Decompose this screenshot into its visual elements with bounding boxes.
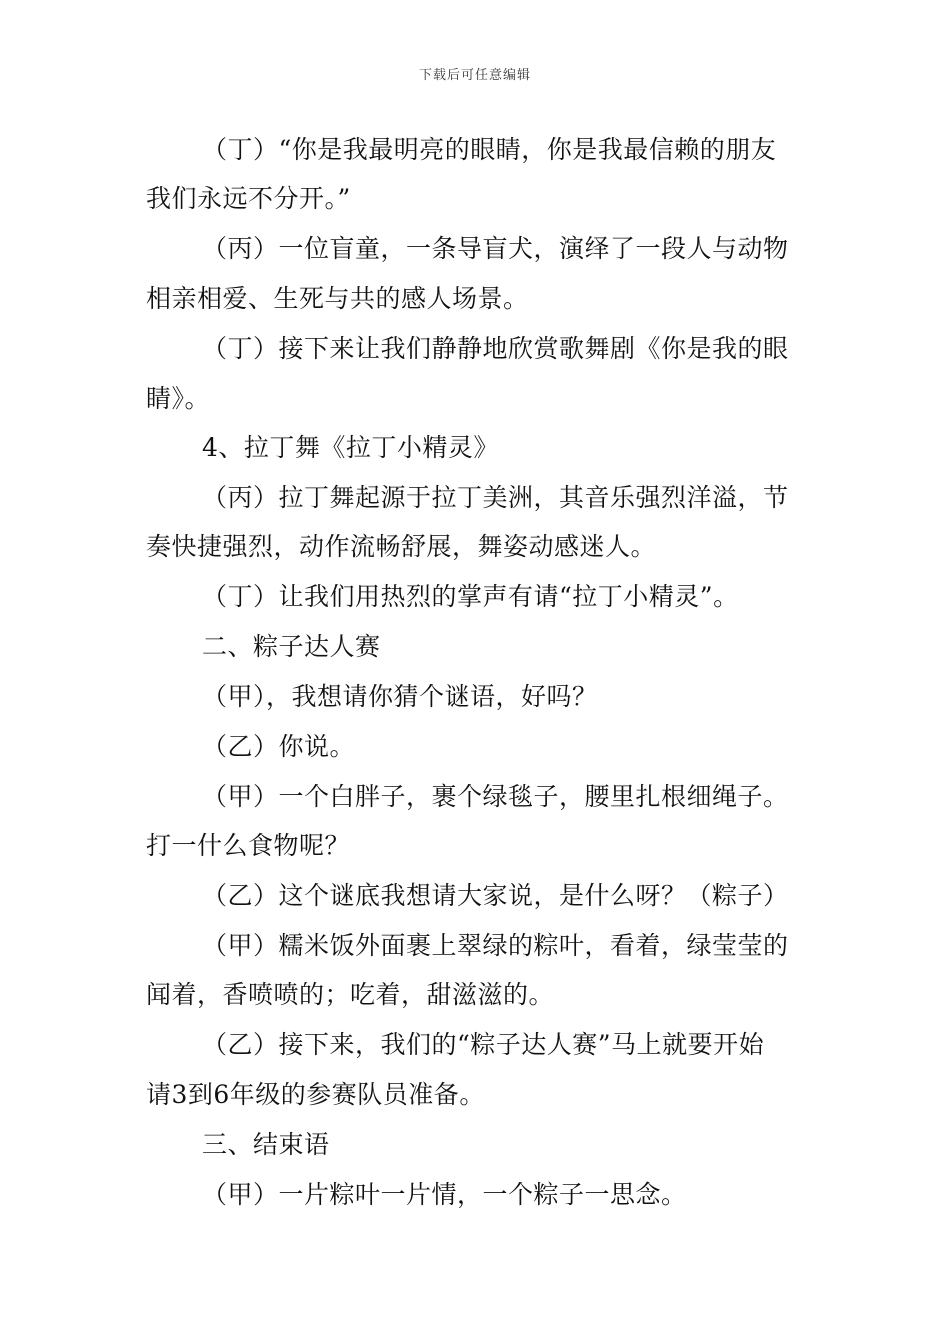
dialogue-line-continued: 奏快捷强烈，动作流畅舒展，舞姿动感迷人。: [146, 532, 657, 561]
dialogue-line-continued: 睛》。: [146, 384, 211, 413]
section-heading: 二、粽子达人赛: [202, 632, 381, 661]
dialogue-line: （甲）一片粽叶一片情，一个粽子一思念。: [202, 1180, 687, 1209]
dialogue-line-continued: 打一什么食物呢？: [146, 831, 351, 860]
dialogue-line: （甲）一个白胖子，裹个绿毯子，腰里扎根细绳子。: [202, 782, 789, 811]
section-heading: 三、结束语: [202, 1130, 330, 1159]
dialogue-line: （丁）让我们用热烈的掌声有请“拉丁小精灵”。: [202, 582, 739, 611]
dialogue-line: （丁）“你是我最明亮的眼睛，你是我最信赖的朋友: [202, 135, 777, 164]
section-heading: 4、拉丁舞《拉丁小精灵》: [202, 433, 499, 462]
dialogue-line-continued: 我们永远不分开。”: [146, 184, 351, 213]
dialogue-line: （丙）拉丁舞起源于拉丁美洲，其音乐强烈洋溢，节: [202, 483, 789, 512]
dialogue-line: （乙）接下来，我们的“粽子达人赛”马上就要开始: [202, 1030, 765, 1059]
dialogue-line: （丁）接下来让我们静静地欣赏歌舞剧《你是我的眼: [202, 334, 789, 363]
dialogue-line-continued: 请3到6年级的参赛队员准备。: [146, 1080, 485, 1109]
dialogue-line-continued: 闻着，香喷喷的；吃着，甜滋滋的。: [146, 980, 555, 1009]
dialogue-line: （丙）一位盲童，一条导盲犬，演绎了一段人与动物: [202, 234, 789, 263]
page-header: 下载后可任意编辑: [418, 68, 531, 83]
dialogue-line-continued: 相亲相爱、生死与共的感人场景。: [146, 284, 529, 313]
dialogue-line: （甲），我想请你猜个谜语，好吗？: [202, 682, 598, 711]
dialogue-line: （乙）你说。: [202, 732, 356, 761]
dialogue-line: （乙）这个谜底我想请大家说，是什么呀？（粽子）: [202, 881, 789, 910]
dialogue-line: （甲）糯米饭外面裹上翠绿的粽叶，看着，绿莹莹的: [202, 931, 789, 960]
